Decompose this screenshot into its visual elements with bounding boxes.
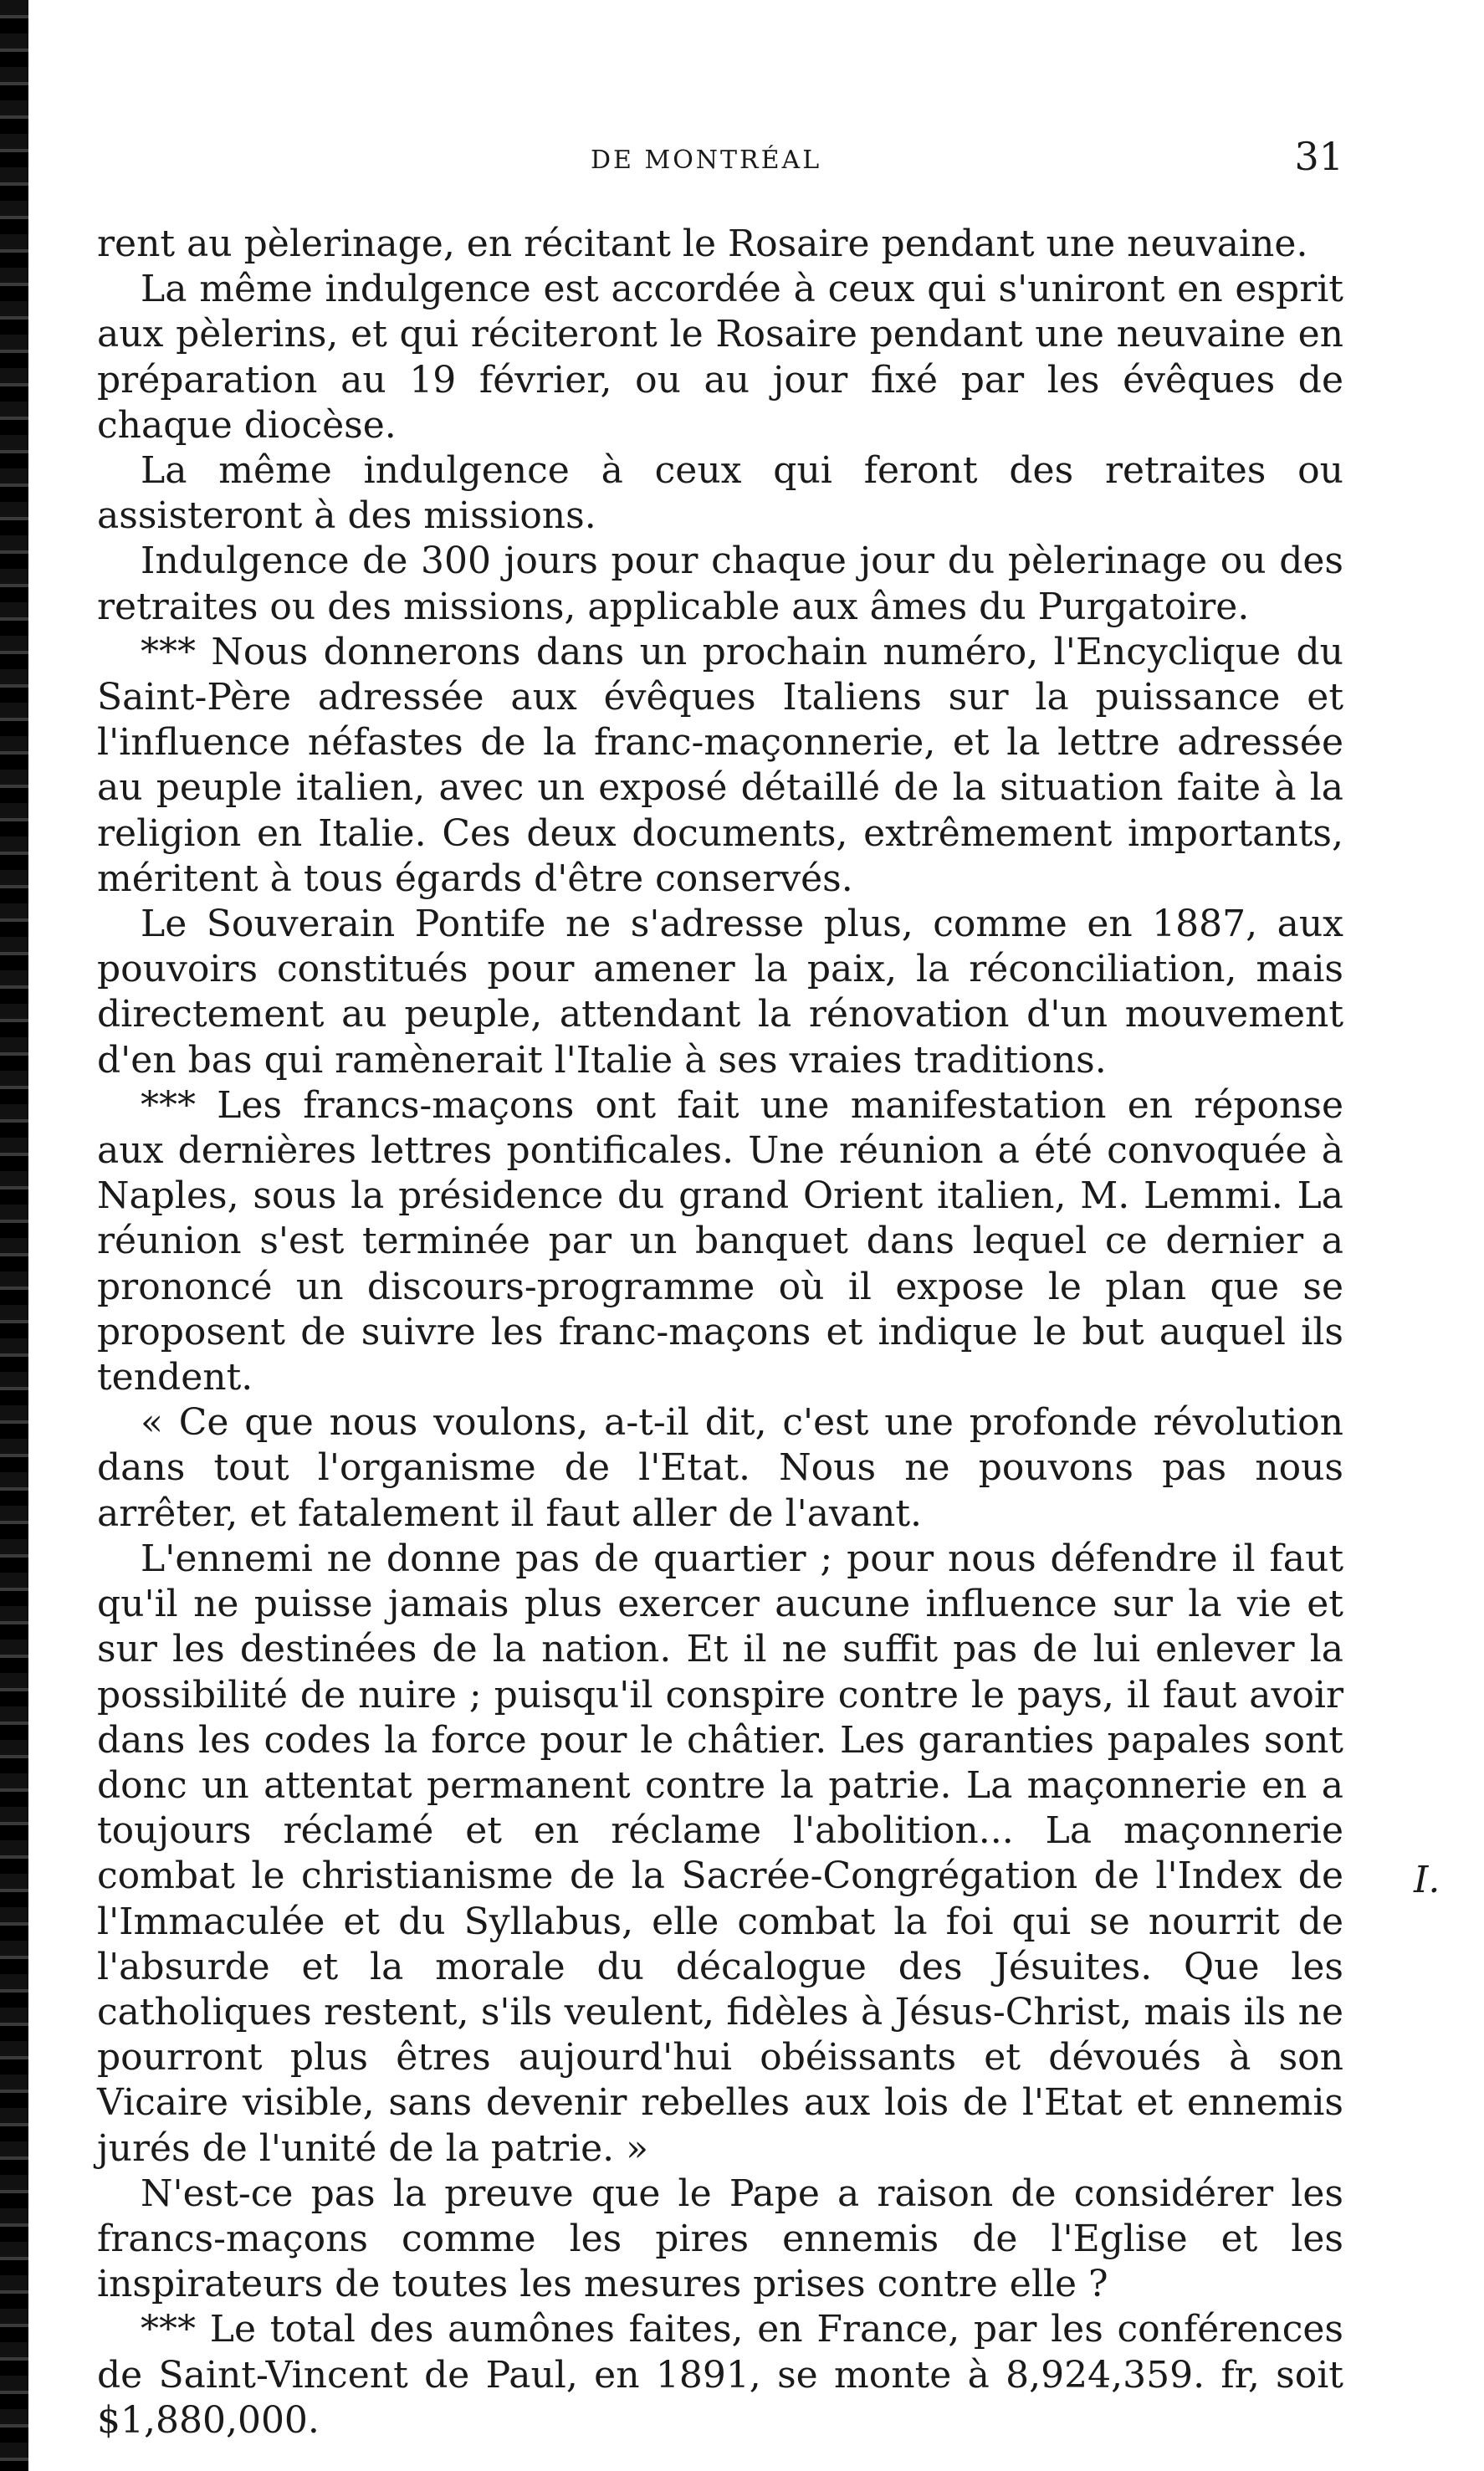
page-binding-edge [0, 0, 28, 2471]
page-header [97, 134, 1343, 184]
paragraph-7: *** Les francs-maçons ont fait une manifestation en réponse aux dernières lettres pontificales. Une réunion a été convoquée à Naples, sous la présidence du grand Orient italien, M. Lemmi. La réunion s'est terminée par un banquet dans lequel ce dernier a prononcé un discours-programme où il expose le plan que se proposent de suivre les franc-maçons et indique le but auquel ils tendent. [97, 1083, 1343, 1399]
paragraph-5: *** Nous donnerons dans un prochain numéro, l'Encyclique du Saint-Père adressée aux évêques Italiens sur la puissance et l'influence néfastes de la franc-maçonnerie, et la lettre adressée au peuple italien, avec un exposé détaillé de la situation faite à la religion en Italie. Ces deux documents, extrêmement importants, méritent à tous égards d'être conservés. [97, 630, 1343, 900]
paragraph-9: L'ennemi ne donne pas de quartier ; pour nous défendre il faut qu'il ne puisse jamais plus exercer aucune influence sur la vie et sur les destinées de la nation. Et il ne suffit pas de lui enlever la possibilité de nuire ; puisqu'il conspire contre le pays, il faut avoir dans les codes la force pour le châtier. Les garanties papales sont donc un attentat permanent contre la patrie. La maçonnerie en a toujours réclamé et en réclame l'abolition... La maçonnerie combat le christianisme de la Sacrée-Congrégation de l'Index de l'Immaculée et du Syllabus, elle combat la foi qui se nourrit de l'absurde et la morale du décalogue des Jésuites. Que les catholiques restent, s'ils veulent, fidèles à Jésus-Christ, mais ils ne pourront plus êtres aujourd'hui obéissants et dévoués à son Vicaire visible, sans devenir rebelles aux lois de l'Etat et ennemis jurés de l'unité de la patrie. » [97, 1537, 1343, 2170]
body-text [97, 222, 1343, 2443]
running-head: DE MONTRÉAL [591, 146, 822, 175]
paragraph-4: Indulgence de 300 jours pour chaque jour du pèlerinage ou des retraites ou des missions, applicable aux âmes du Purgatoire. [97, 540, 1343, 628]
paragraph-8: « Ce que nous voulons, a-t-il dit, c'est une profonde révolution dans tout l'organisme de l'Etat. Nous ne pouvons pas nous arrêter, et fatalement il faut aller de l'avant. [97, 1401, 1343, 1535]
paragraph-2: La même indulgence est accordée à ceux qui s'uniront en esprit aux pèlerins, et qui réciteront le Rosaire pendant une neuvaine en préparation au 19 février, ou au jour fixé par les évêques de chaque diocèse. [97, 268, 1343, 447]
paragraph-10: N'est-ce pas la preuve que le Pape a raison de considérer les francs-maçons comme les pires ennemis de l'Eglise et les inspirateurs de toutes les mesures prises contre elle ? [97, 2172, 1343, 2306]
margin-mark: I. [1414, 1859, 1441, 1901]
paragraph-1: rent au pèlerinage, en récitant le Rosaire pendant une neuvaine. [97, 223, 1308, 265]
paragraph-6: Le Souverain Pontife ne s'adresse plus, comme en 1887, aux pouvoirs constitués pour amener la paix, la réconciliation, mais directement au peuple, attendant la rénovation d'un mouvement d'en bas qui ramènerait l'Italie à ses vraies traditions. [97, 903, 1343, 1082]
page-number: 31 [1294, 134, 1343, 179]
paragraph-3: La même indulgence à ceux qui feront des retraites ou assisteront à des missions. [97, 449, 1343, 538]
paragraph-11: *** Le total des aumônes faites, en France, par les conférences de Saint-Vincent de Paul, en 1891, se monte à 8,924,359. fr, soit $1,880,000. [97, 2308, 1343, 2442]
